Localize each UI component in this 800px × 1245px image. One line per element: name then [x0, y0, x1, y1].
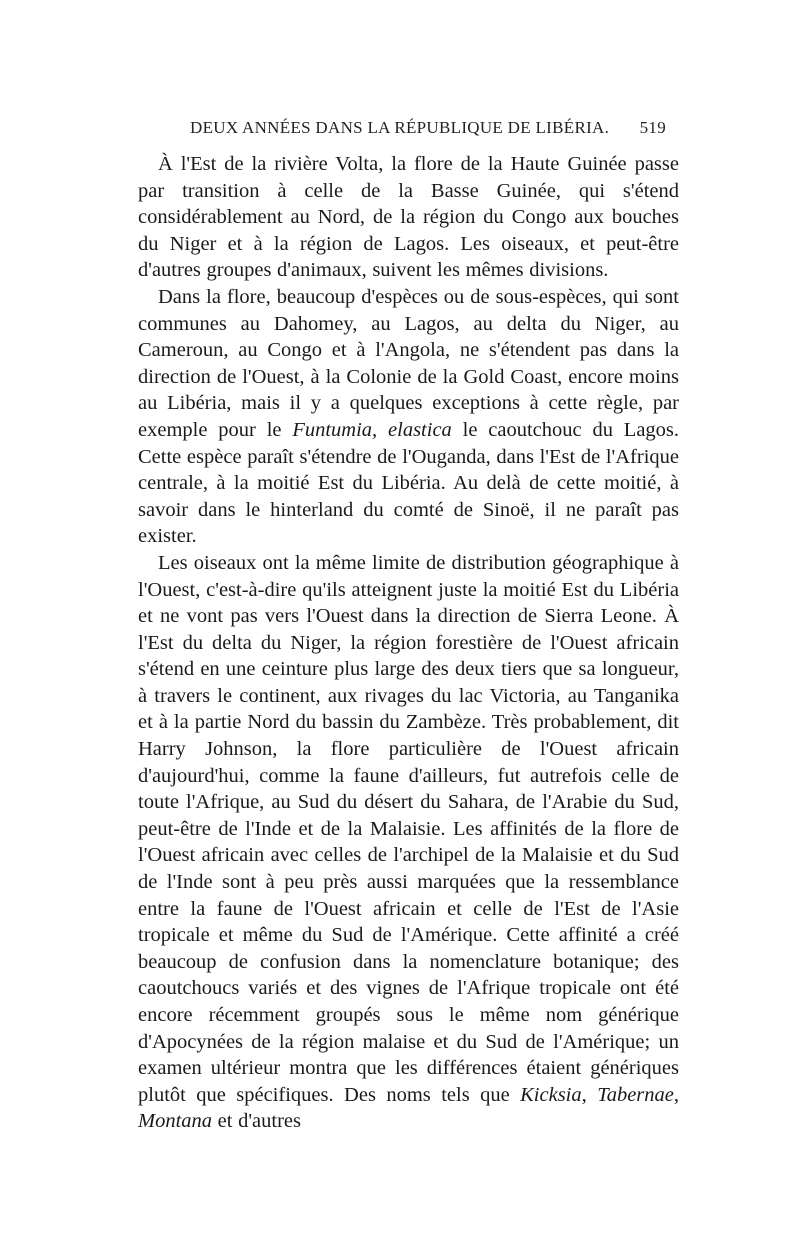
italic-genus-name: Montana [138, 1110, 213, 1133]
paragraph [138, 550, 679, 1135]
separator: , [581, 1083, 598, 1106]
paragraph-text: Les oiseaux ont la même limite de distribution géographique à l'Ouest, c'est-à-dire qu'ils atteignent juste la moitié Est du Libéria et ne vont pas vers l'Ouest dans la direction de Sierra Leone. À l'Est du delta du Niger, la région forestière de l'Ouest africain s'étend en une ceinture plus large des deux tiers que sa longueur, à travers le continent, aux rivages du lac Victoria, au Tanganika et à la partie Nord du bassin du Zambèze. Très probablement, dit Harry Johnson, la flore particulière de l'Ouest africain d'aujourd'hui, comme la faune d'ailleurs, fut autrefois celle de toute l'Afrique, au Sud du désert du Sahara, de l'Arabie du Sud, peut-être de l'Inde et de la Malaisie. Les affinités de la flore de l'Ouest africain avec celles de l'archipel de la Malaisie et du Sud de l'Inde sont à peu près aussi marquées que la ressemblance entre la faune de l'Ouest africain et celle de l'Est de l'Asie tropicale et même du Sud de l'Amérique. Cette affinité a créé beaucoup de confusion dans la nomenclature botanique; des caoutchoucs variés et des vignes de l'Afrique tropicale ont été encore récemment groupés sous le même nom générique d'Apocynées de la région malaise et du Sud de l'Amérique; un examen ultérieur montra que les différences étaient génériques plutôt que spécifiques. Des noms tels que [138, 551, 679, 1106]
paragraph-text: et d'autres [212, 1110, 301, 1133]
paragraph-text: À l'Est de la rivière Volta, la flore de la Haute Guinée passe par transition à celle de la Basse Guinée, qui s'étend considérablement au Nord, de la région du Congo aux bouches du Niger et à la région de Lagos. Les oiseaux, et peut-être d'autres groupes d'animaux, suivent les mêmes divisions. [138, 153, 679, 282]
running-title: DEUX ANNÉES DANS LA RÉPUBLIQUE DE LIBÉRIA. [190, 118, 610, 137]
paragraph [138, 284, 679, 550]
separator: , [673, 1083, 680, 1106]
italic-genus-name: Kicksia [520, 1083, 582, 1106]
page-number: 519 [639, 118, 666, 137]
page-header [138, 118, 666, 148]
paragraph-text: Dans la flore, beaucoup d'espèces ou de sous-espèces, qui sont communes au Dahomey, au Lagos, au delta du Niger, au Cameroun, au Congo et à l'Angola, ne s'étendent pas dans la direction de l'Ouest, à la Colonie de la Gold Coast, encore moins au Libéria, mais il y a quelques exceptions à cette règle, par exemple pour le [138, 285, 679, 441]
italic-genus-name: Tabernae [597, 1083, 674, 1106]
paragraph-text: le caoutchouc du Lagos. Cette espèce paraît s'étendre de l'Ouganda, dans l'Est de l'Afrique centrale, à la moitié Est du Libéria. Au delà de cette moitié, à savoir dans le hinterland du comté de Sinoë, il ne paraît pas exister. [138, 418, 680, 548]
body-text [138, 151, 679, 1135]
paragraph [138, 151, 679, 284]
italic-species-name: Funtumia, elastica [292, 418, 452, 441]
